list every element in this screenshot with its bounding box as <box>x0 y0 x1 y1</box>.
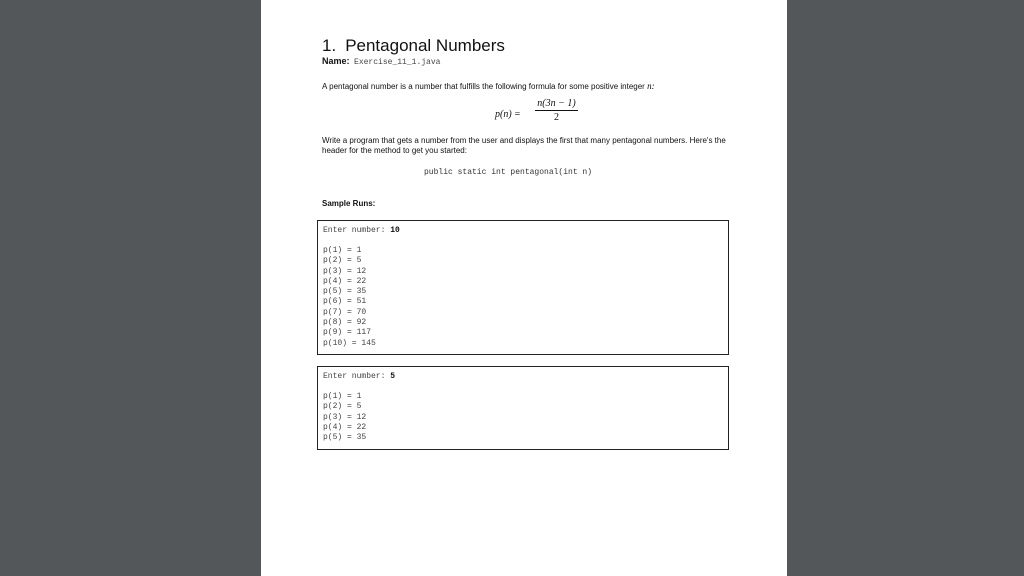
output-line: p(7) = 70 <box>323 307 367 317</box>
intro-variable: n: <box>647 81 655 91</box>
prompt-input: 5 <box>390 372 396 381</box>
output-line: p(1) = 1 <box>323 392 362 401</box>
output-line: p(6) = 51 <box>323 297 367 307</box>
page-title <box>322 36 505 56</box>
run-output <box>323 392 366 443</box>
output-line: p(9) = 117 <box>323 328 372 338</box>
section-number: 1. <box>322 36 337 55</box>
formula-fraction <box>535 98 578 123</box>
title-text: Pentagonal Numbers <box>345 36 505 55</box>
output-line: p(1) = 1 <box>323 246 362 255</box>
name-label: Name: <box>322 56 350 66</box>
formula-numerator: n(3n − 1) <box>535 98 578 111</box>
method-header-code: public static int pentagonal(int n) <box>424 168 593 177</box>
document-page <box>261 0 787 576</box>
output-line: p(8) = 92 <box>323 318 367 328</box>
sample-run-box <box>317 220 729 355</box>
name-line <box>322 56 440 67</box>
instructions-paragraph: Write a program that gets a number from the user and displays the first that many pentagonal numbers. Here's the header for the method to get you started: <box>322 136 726 155</box>
formula-equals: = <box>514 109 521 120</box>
output-line: p(3) = 12 <box>323 412 367 422</box>
prompt-text: Enter number: <box>323 372 391 381</box>
output-line: p(4) = 22 <box>323 422 367 432</box>
intro-text <box>322 81 655 91</box>
formula-denominator: 2 <box>554 112 559 123</box>
output-line: p(3) = 12 <box>323 266 367 276</box>
sample-runs-label: Sample Runs: <box>322 199 376 208</box>
run-prompt <box>323 226 400 235</box>
output-line: p(2) = 5 <box>323 256 362 266</box>
intro-sentence: A pentagonal number is a number that fulfills the following formula for some positive integer <box>322 82 648 91</box>
output-line: p(5) = 35 <box>323 287 367 297</box>
run-prompt <box>323 372 395 381</box>
output-line: p(10) = 145 <box>323 338 376 348</box>
output-line: p(4) = 22 <box>323 276 367 286</box>
prompt-input: 10 <box>390 226 400 235</box>
output-line: p(2) = 5 <box>323 402 362 412</box>
prompt-text: Enter number: <box>323 226 391 235</box>
run-output <box>323 246 376 349</box>
pentagonal-formula <box>495 98 605 132</box>
filename: Exercise_11_1.java <box>354 58 441 67</box>
output-line: p(5) = 35 <box>323 433 367 443</box>
sample-run-box <box>317 366 729 450</box>
formula-lhs-text: p(n) <box>495 109 512 120</box>
formula-lhs <box>495 109 520 120</box>
